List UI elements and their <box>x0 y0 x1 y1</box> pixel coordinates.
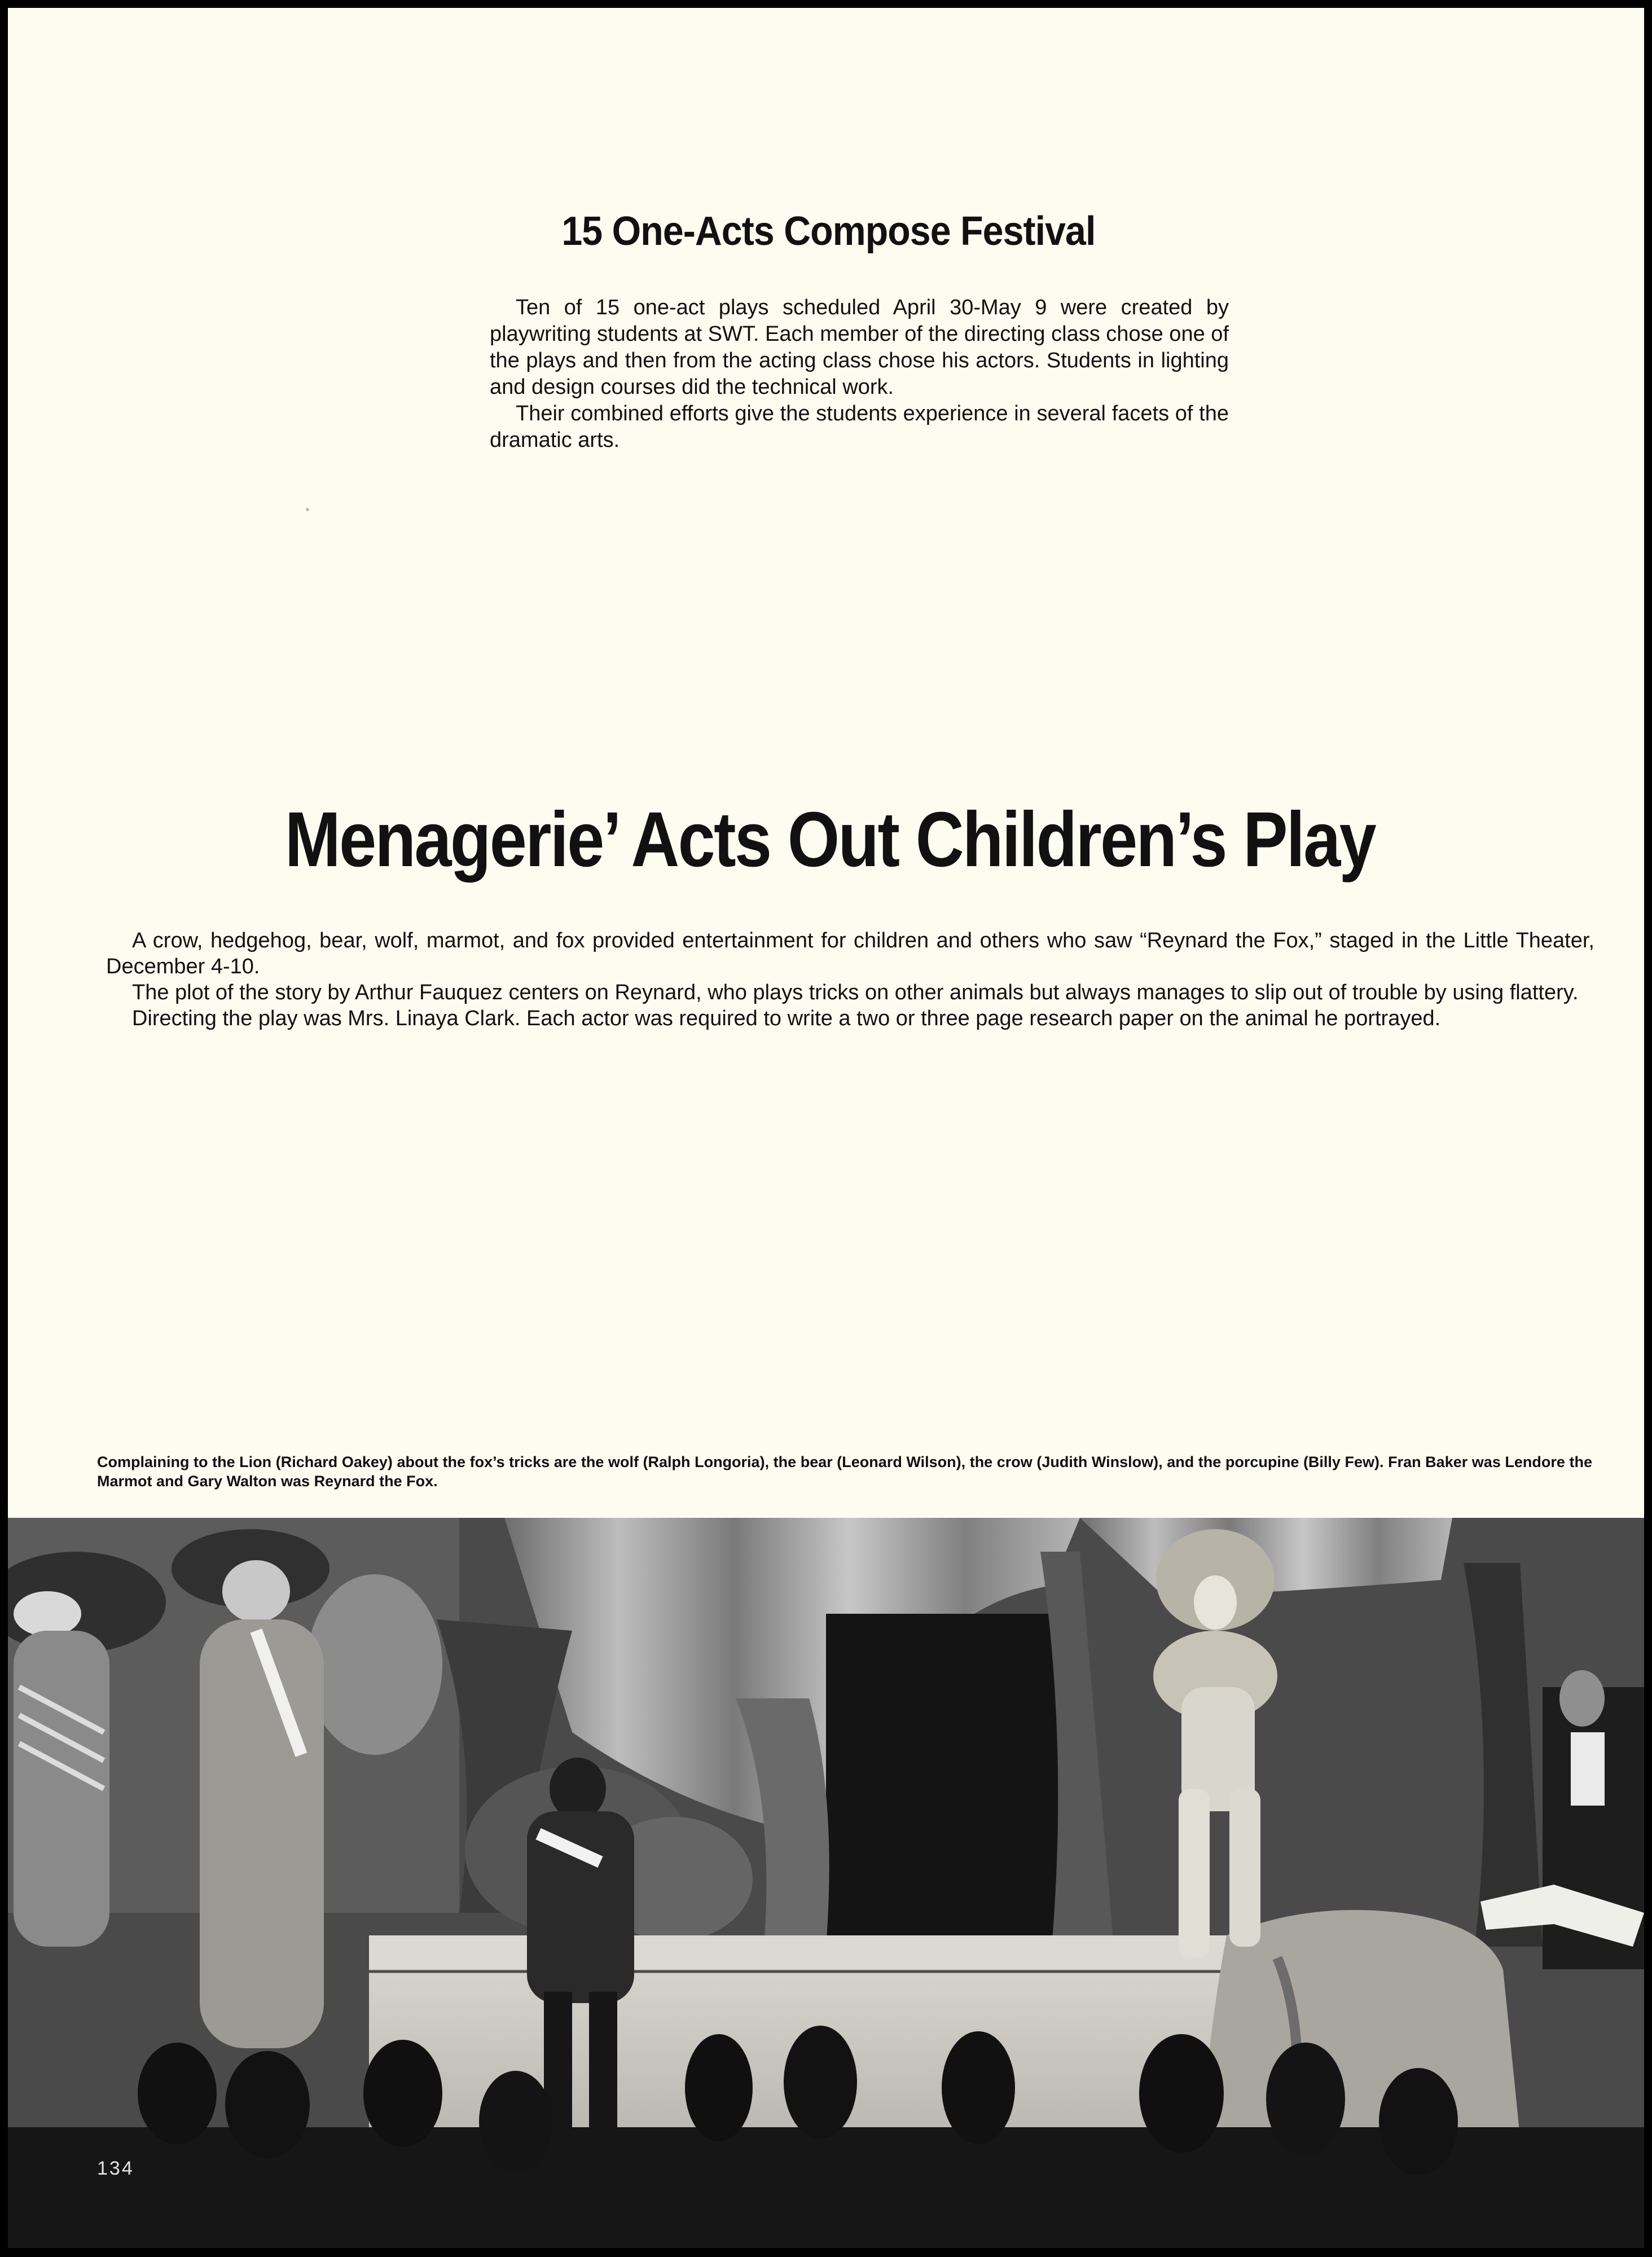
festival-paragraph: Ten of 15 one-act plays scheduled April 30-May 9 were created by playwriting students at SWT. Each member of the directing class chose one of the plays and then from the acting class chose his actors. Students in lighting and design courses did the technical work. <box>490 296 1229 399</box>
wolf-head <box>14 1591 81 1636</box>
stage-edge <box>369 1935 1238 1969</box>
stage-opening <box>826 1614 1080 1981</box>
lion-leg <box>1179 1789 1210 1958</box>
paper-speck <box>306 508 309 511</box>
lion-face <box>1194 1575 1237 1630</box>
crow-bib <box>1571 1732 1605 1806</box>
festival-headline: 15 One-Acts Compose Festival <box>561 209 1096 254</box>
audience-head <box>685 2034 753 2141</box>
audience-head <box>363 2040 442 2147</box>
stage-photograph <box>8 1518 1644 2248</box>
lion-leg <box>1229 1789 1260 1947</box>
menagerie-article <box>106 928 1594 1031</box>
crow-face <box>1559 1670 1605 1727</box>
page-number: 134 <box>97 2158 134 2179</box>
stage-photo-illustration <box>8 1518 1644 2248</box>
menagerie-paragraph: Directing the play was Mrs. Linaya Clark. Each actor was required to write a two or three page research paper on the animal he portrayed. <box>132 1007 1441 1030</box>
bear-body <box>200 1619 324 2048</box>
audience-head <box>1266 2043 1345 2155</box>
audience-head <box>1139 2034 1224 2153</box>
audience-head <box>784 2026 857 2139</box>
photo-caption: Complaining to the Lion (Richard Oakey) about the fox’s tricks are the wolf (Ralph Longoria), the bear (Leonard Wilson), the crow (Judith Winslow), and the porcupine (Billy Few). Fran Baker was Lendore the Marmot and Gary Walton was Reynard the Fox. <box>97 1454 1592 1490</box>
menagerie-paragraph: The plot of the story by Arthur Fauquez centers on Reynard, who plays tricks on other animals but always manages to slip out of trouble by using flattery. <box>132 981 1579 1004</box>
bear-head <box>222 1560 290 1622</box>
audience-head <box>225 2051 310 2158</box>
yearbook-page <box>8 8 1644 2248</box>
festival-article <box>490 295 1229 454</box>
wolf-body <box>14 1631 109 1947</box>
menagerie-headline: Menagerie’ Acts Out Children’s Play <box>284 796 1376 883</box>
audience-head <box>138 2043 217 2144</box>
audience-head <box>479 2071 552 2172</box>
menagerie-paragraph: A crow, hedgehog, bear, wolf, marmot, and fox provided entertainment for children and others who saw “Reynard the Fox,” staged in the Little Theater, December 4-10. <box>106 929 1594 978</box>
audience-head <box>942 2031 1015 2144</box>
porcupine-head <box>550 1758 606 1820</box>
scenery-foliage <box>307 1574 442 1755</box>
festival-paragraph: Their combined efforts give the students experience in several facets of the dramatic arts. <box>490 402 1229 452</box>
audience-head <box>1379 2068 1458 2175</box>
